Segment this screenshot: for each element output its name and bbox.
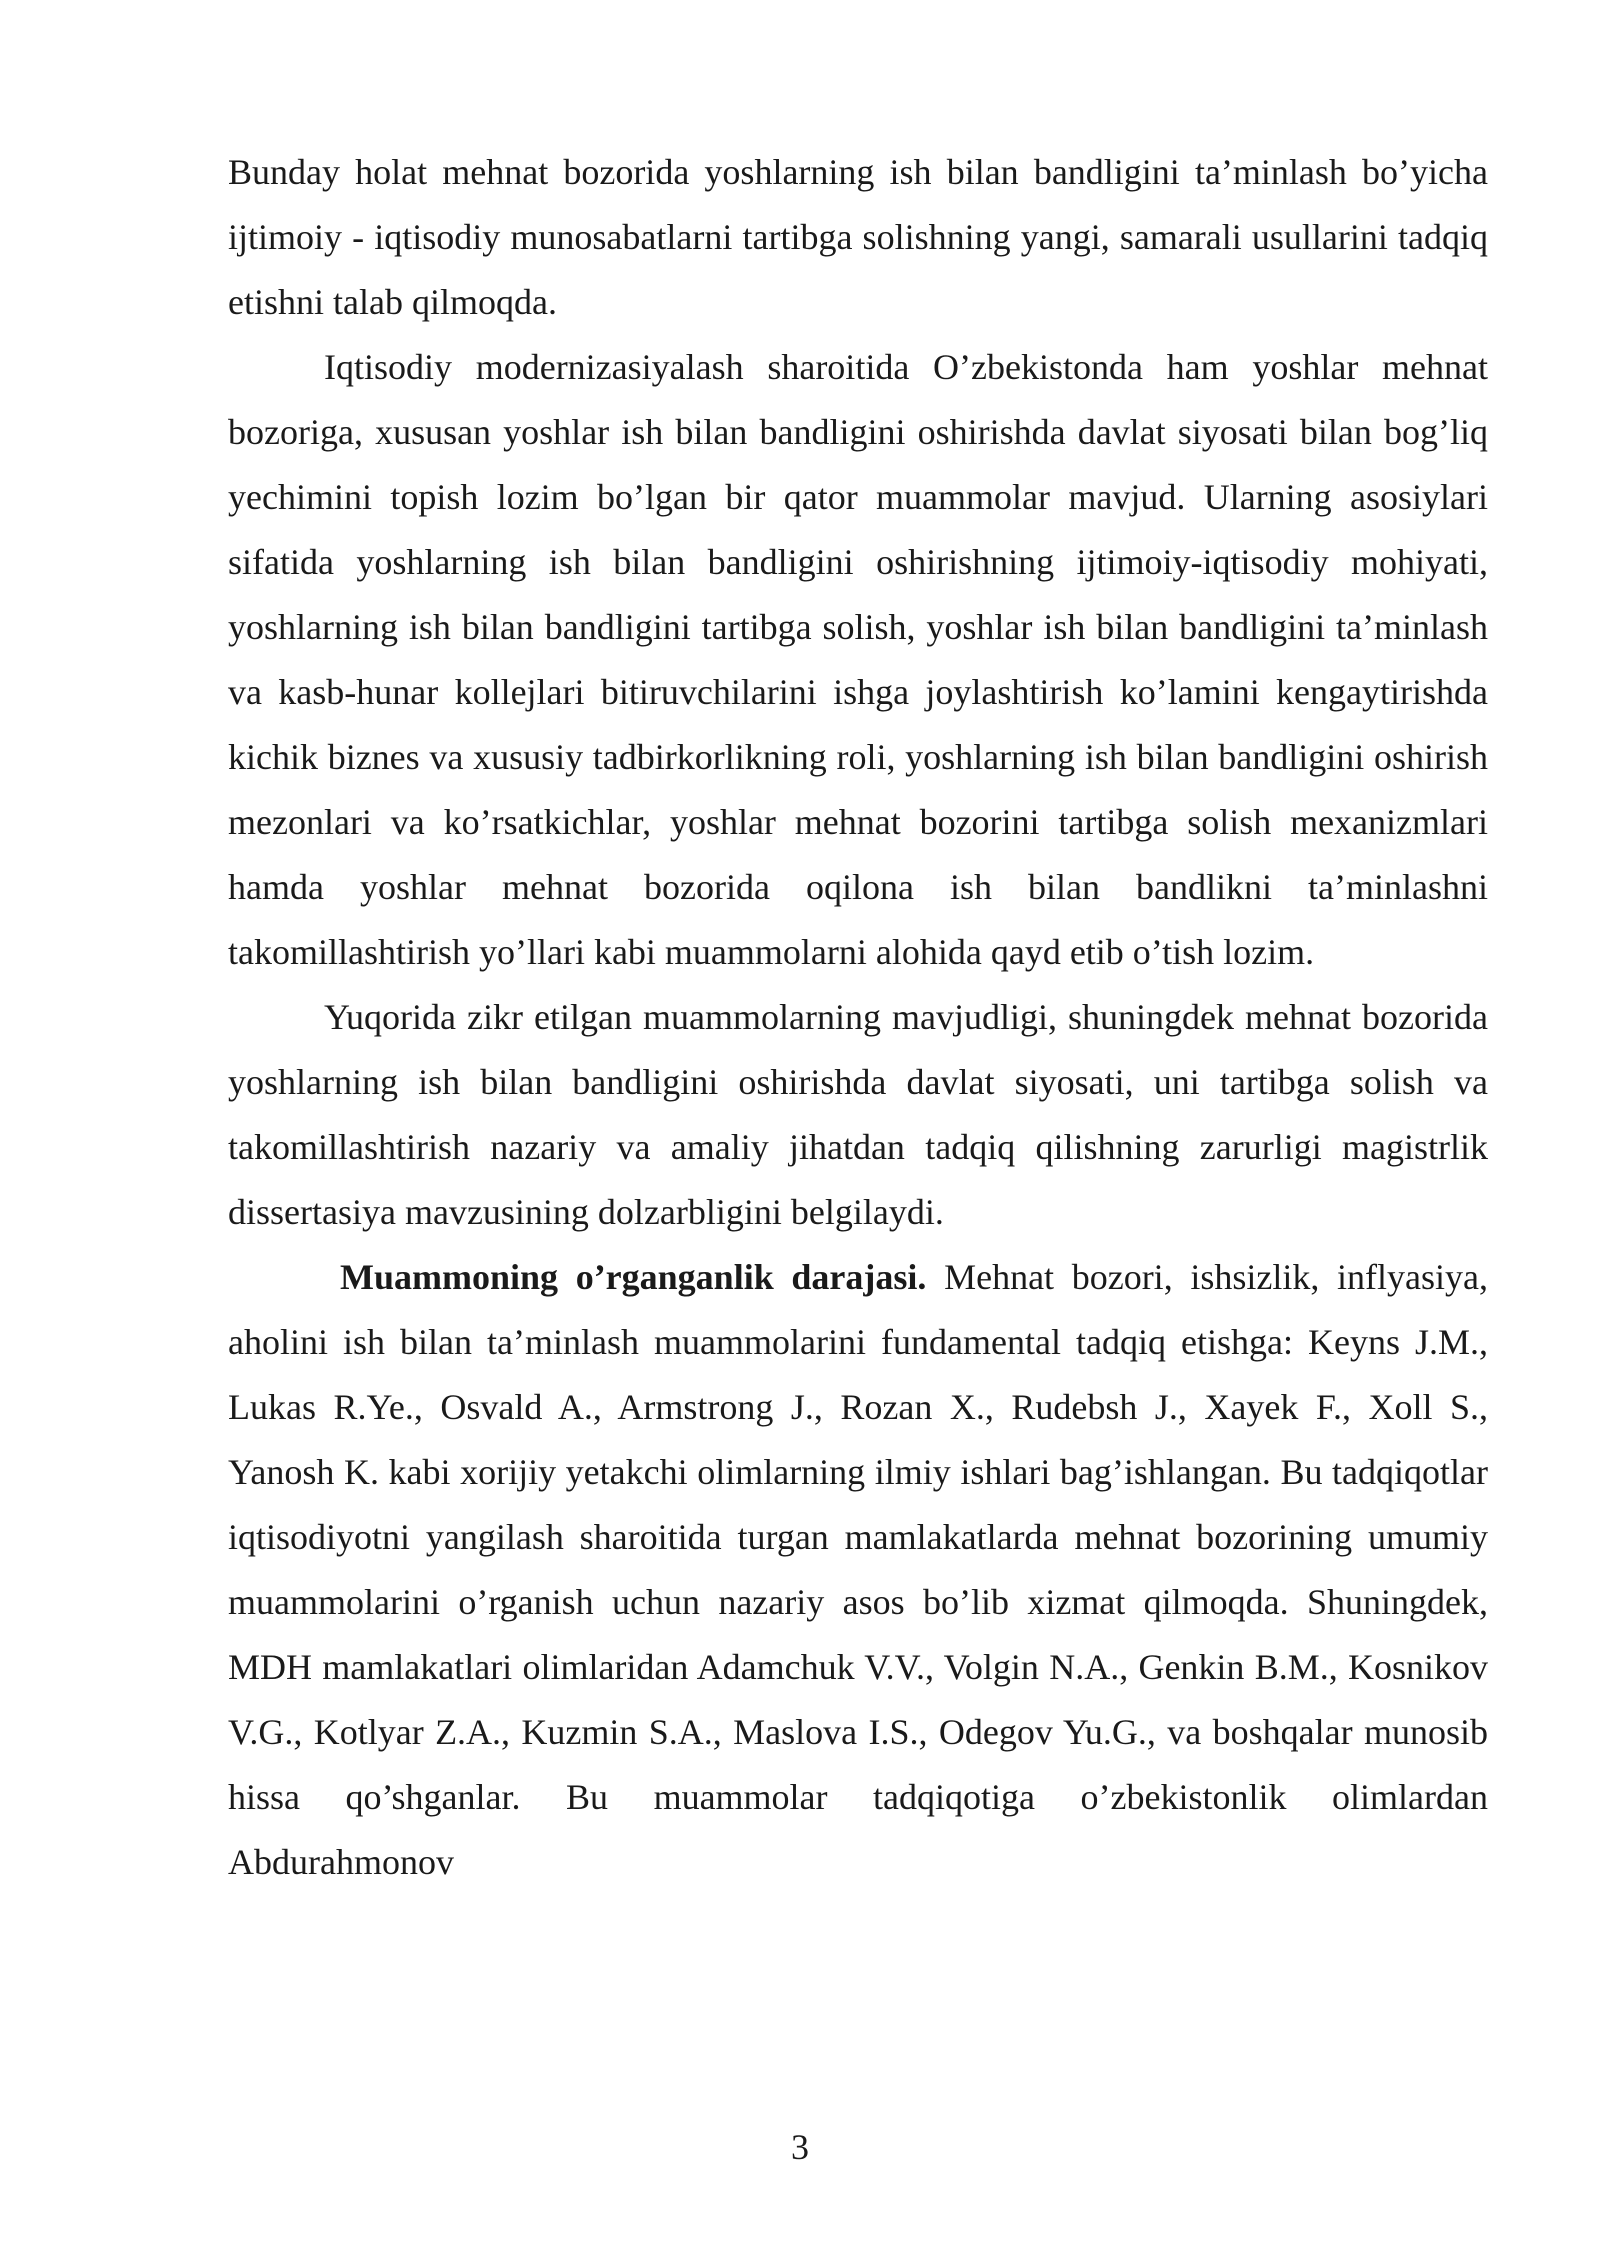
paragraph-study-degree-text: Mehnat bozori, ishsizlik, inflyasiya, aholini ish bilan ta’minlash muammolarini fundamental tadqiq etishga: Keyns J.M., Lukas R.Ye., Osvald A., Armstrong J., Rozan X., Rudebsh J., Xayek F., Xoll S., Yanosh K. kabi xorijiy yetakchi olimlarning ilmiy ishlari bag’ishlangan. Bu tadqiqotlar iqtisodiyotni yangilash sharoitida turgan mamlakatlarda mehnat bozorining umumiy muammolarini o’rganish uchun nazariy asos bo’lib xizmat qilmoqda. Shuningdek, MDH mamlakatlari olimlaridan Adamchuk V.V., Volgin N.A., Genkin B.M., Kosnikov V.G., Kotlyar Z.A., Kuzmin S.A., Maslova I.S., Odegov Yu.G., va boshqalar munosib hissa qo’shganlar. Bu muammolar tadqiqotiga o’zbekistonlik olimlardan Abdurahmonov: [228, 1257, 1488, 1882]
page-number: 3: [791, 2127, 809, 2167]
paragraph-relevance: Yuqorida zikr etilgan muammolarning mavjudligi, shuningdek mehnat bozorida yoshlarning ish bilan bandligini oshirishda davlat siyosati, uni tartibga solish va takomillashtirish nazariy va amaliy jihatdan tadqiq qilishning zarurligi magistrlik dissertasiya mavzusining dolzarbligini belgilaydi.: [228, 997, 1488, 1232]
paragraph-intro: Bunday holat mehnat bozorida yoshlarning ish bilan bandligini ta’minlash bo’yicha ijtimoiy - iqtisodiy munosabatlarni tartibga solishning yangi, samarali usullarini tadqiq etishni talab qilmoqda.: [228, 152, 1488, 322]
paragraph-study-degree: [228, 1245, 1488, 1895]
document-body: [228, 140, 1488, 1895]
paragraph-problems: Iqtisodiy modernizasiyalash sharoitida O’zbekistonda ham yoshlar mehnat bozoriga, xususan yoshlar ish bilan bandligini oshirishda davlat siyosati bilan bog’liq yechimini topish lozim bo’lgan bir qator muammolar mavjud. Ularning asosiylari sifatida yoshlarning ish bilan bandligini oshirishning ijtimoiy-iqtisodiy mohiyati, yoshlarning ish bilan bandligini tartibga solish, yoshlar ish bilan bandligini ta’minlash va kasb-hunar kollejlari bitiruvchilarini ishga joylashtirish ko’lamini kengaytirishda kichik biznes va xususiy tadbirkorlikning roli, yoshlarning ish bilan bandligini oshirish mezonlari va ko’rsatkichlar, yoshlar mehnat bozorini tartibga solish mexanizmlari hamda yoshlar mehnat bozorida oqilona ish bilan bandlikni ta’minlashni takomillashtirish yo’llari kabi muammolarni alohida qayd etib o’tish lozim.: [228, 347, 1488, 972]
section-heading: Muammoning o’rganganlik darajasi.: [340, 1257, 927, 1297]
